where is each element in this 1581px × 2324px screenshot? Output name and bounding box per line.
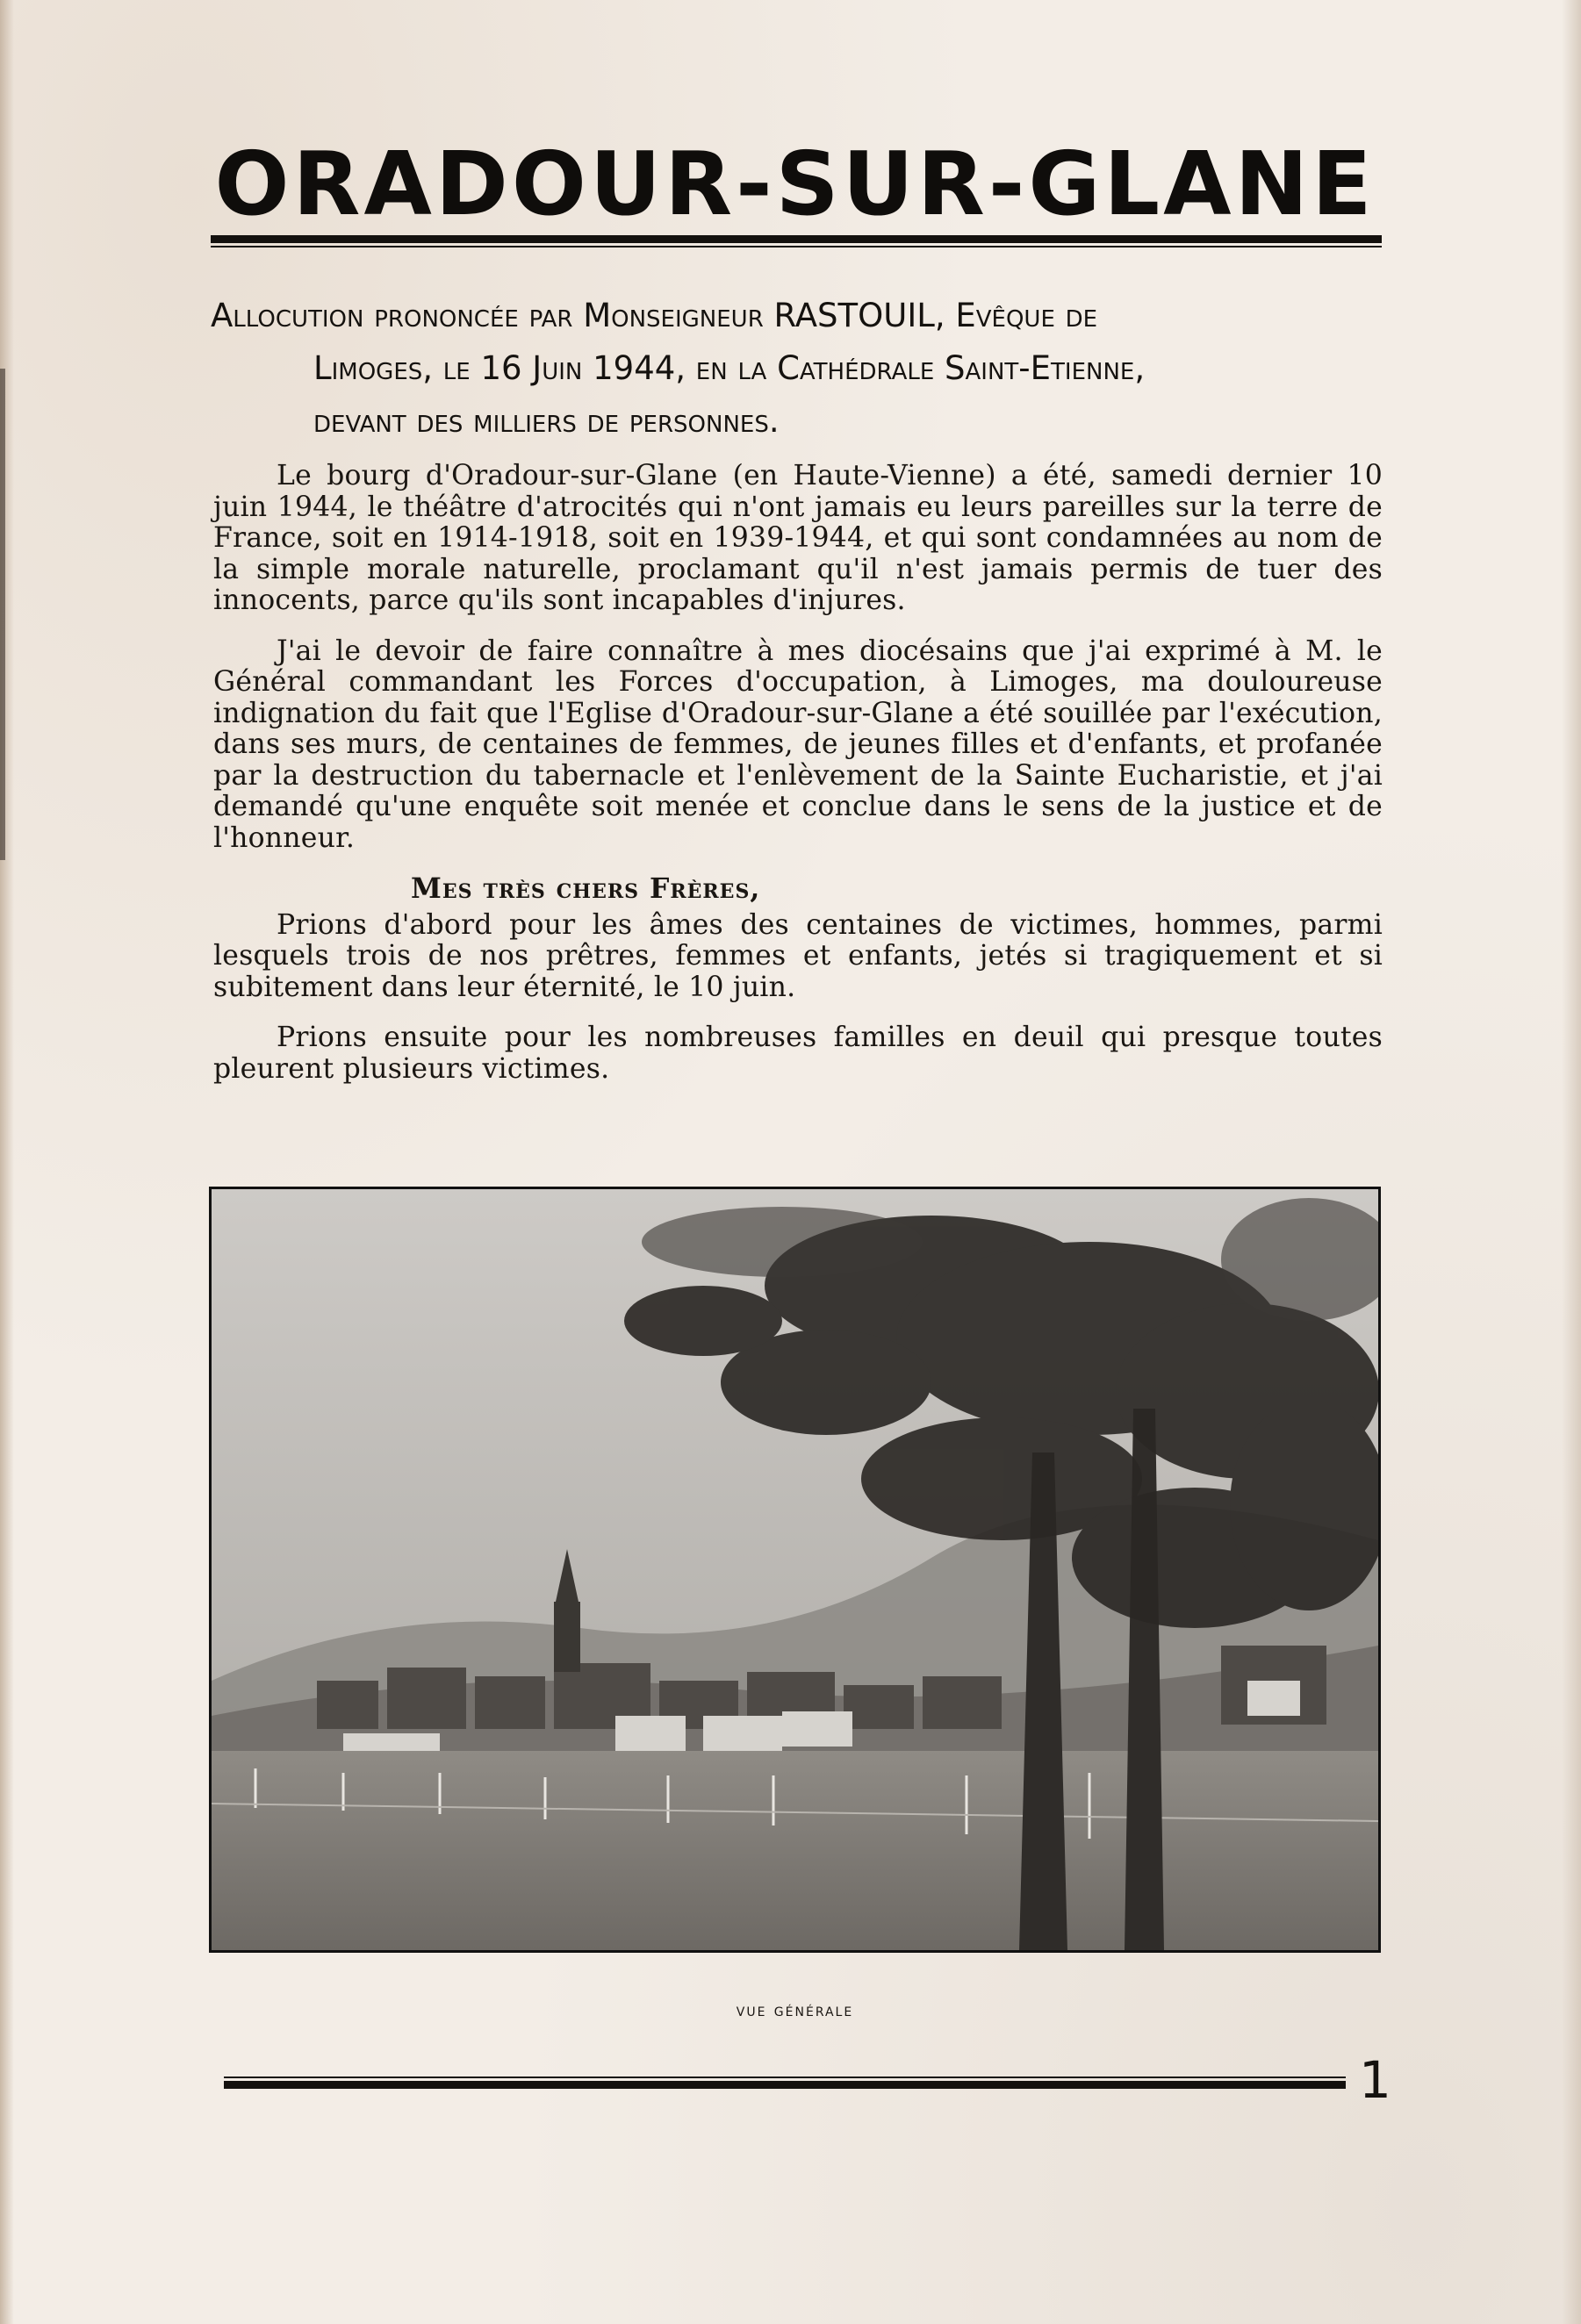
title-rule-thick <box>211 235 1382 243</box>
subtitle-line: devant des milliers de personnes. <box>313 402 780 440</box>
page-number: 1 <box>1359 2050 1391 2110</box>
paragraph: Prions ensuite pour les nombreuses familles en deuil qui presque toutes pleurent plusieurs victimes. <box>213 1022 1383 1085</box>
paragraph: Prions d'abord pour les âmes des centaines de victimes, hommes, parmi lesquels trois de nos prêtres, femmes et enfants, jetés si tragiquement et si subitement dans leur éternité, le 10 juin. <box>213 908 1383 1003</box>
title-rule-thin <box>211 246 1382 247</box>
photo-caption: vue générale <box>736 1999 854 2020</box>
village-photo <box>209 1187 1381 1953</box>
salutation: Mes très chers Frères, <box>411 872 761 905</box>
subtitle <box>211 290 1383 448</box>
page-title: ORADOUR-SUR-GLANE <box>214 133 1376 235</box>
subtitle-line: Allocution prononcée par Monseigneur RASTOUIL, Evêque de <box>211 297 1098 334</box>
binding-mark <box>0 369 5 860</box>
page-edge-right <box>1562 0 1581 2324</box>
footer-rule-thin <box>224 2077 1346 2078</box>
subtitle-line: Limoges, le 16 Juin 1944, en la Cathédrale Saint-Etienne, <box>313 349 1146 387</box>
page-edge-left <box>0 0 14 2324</box>
village-photo-image <box>212 1189 1378 1950</box>
paragraph: Le bourg d'Oradour-sur-Glane (en Haute-Vienne) a été, samedi dernier 10 juin 1944, le théâtre d'atrocités qui n'ont jamais eu leurs pareilles sur la terre de France, soit en 1914-1918, soit en 1939-1944, et qui sont condamnées au nom de la simple morale naturelle, proclamant qu'il n'est jamais permis de tuer des innocents, parce qu'ils sont incapables d'injures. <box>213 460 1383 616</box>
paragraph: J'ai le devoir de faire connaître à mes diocésains que j'ai exprimé à M. le Général commandant les Forces d'occupation, à Limoges, ma douloureuse indignation du fait que l'Eglise d'Oradour-sur-Glane a été souillée par l'exécution, dans ses murs, de centaines de femmes, de jeunes filles et d'enfants, et profanée par la destruction du tabernacle et l'enlèvement de la Sainte Eucharistie, et j'ai demandé qu'une enquête soit menée et conclue dans le sens de la justice et de l'honneur. <box>213 635 1383 854</box>
footer-rule-thick <box>224 2081 1346 2089</box>
body-text <box>213 461 1383 1104</box>
